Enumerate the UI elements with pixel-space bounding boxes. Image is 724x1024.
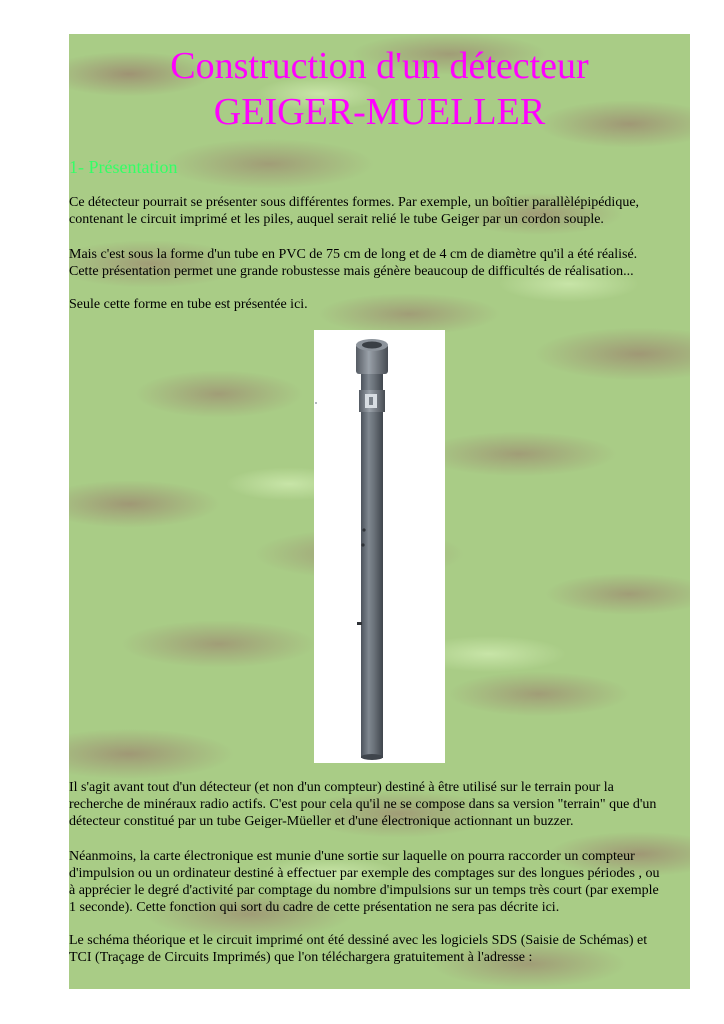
paragraph-line: à apprécier le degré d'activité par comptage du nombre d'impulsions sur un temps très court (par exemple: [69, 883, 659, 898]
paragraph-line: Seule cette forme en tube est présentée ici.: [69, 297, 308, 312]
paragraph-line: Mais c'est sous la forme d'un tube en PVC de 75 cm de long et de 4 cm de diamètre qu'il a été réalisé.: [69, 247, 638, 262]
paragraph-5: [69, 848, 690, 916]
document-page: [69, 34, 690, 989]
paragraph-line: contenant le circuit imprimé et les piles, auquel serait relié le tube Geiger par un cordon souple.: [69, 212, 604, 227]
paragraph-line: détecteur constitué par un tube Geiger-Müeller et d'une électronique actionnant un buzzer.: [69, 814, 574, 829]
paragraph-line: Le schéma théorique et le circuit imprimé ont été dessiné avec les logiciels SDS (Saisie de Schémas) et: [69, 933, 648, 948]
paragraph-3: [69, 296, 690, 313]
paragraph-line: recherche de minéraux radio actifs. C'est pour cela qu'il ne se compose dans sa version "terrain" que d'un: [69, 797, 657, 812]
document-title-line-1: Construction d'un détecteur: [170, 45, 589, 87]
pvc-tube-illustration: [314, 330, 445, 763]
section-heading: 1- Présentation: [69, 157, 178, 177]
paragraph-6: [69, 932, 690, 966]
paragraph-line: Cette présentation permet une grande robustesse mais génère beaucoup de difficultés de réalisation...: [69, 264, 634, 279]
paragraph-line: TCI (Traçage de Circuits Imprimés) que l'on téléchargera gratuitement à l'adresse :: [69, 950, 533, 965]
paragraph-line: Néanmoins, la carte électronique est munie d'une sortie sur laquelle on pourra raccorder un compteur: [69, 849, 635, 864]
document-title-line-2: GEIGER-MUELLER: [213, 91, 546, 133]
paragraph-4: [69, 779, 690, 830]
paragraph-line: Il s'agit avant tout d'un détecteur (et non d'un compteur) destiné à être utilisé sur le terrain pour la: [69, 780, 614, 795]
paragraph-1: [69, 194, 690, 228]
geiger-tube-photo: [314, 330, 445, 763]
paragraph-line: d'impulsion ou un ordinateur destiné à effectuer par exemple des comptages sur des longues périodes , ou: [69, 866, 660, 881]
paragraph-line: Ce détecteur pourrait se présenter sous différentes formes. Par exemple, un boîtier parallèlépipédique,: [69, 195, 640, 210]
paragraph-line: 1 seconde). Cette fonction qui sort du cadre de cette présentation ne sera pas décrite ici.: [69, 900, 560, 915]
paragraph-2: [69, 246, 690, 280]
